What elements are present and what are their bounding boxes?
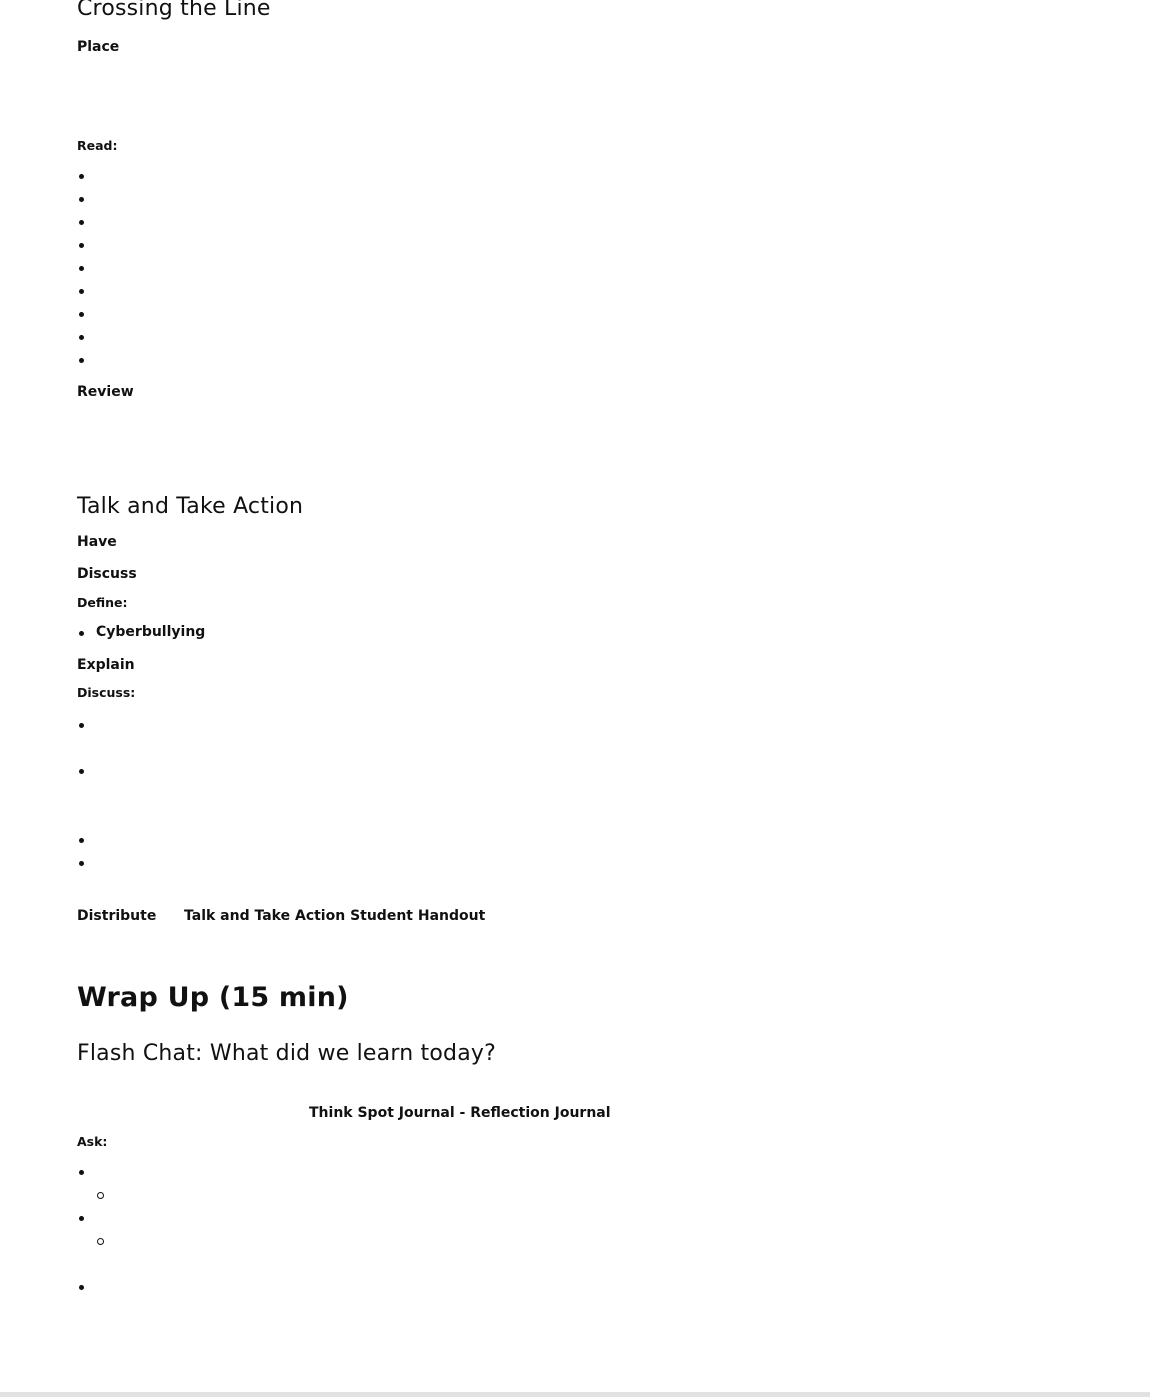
list-bullet — [79, 312, 84, 317]
section-title-flash-chat: Flash Chat: What did we learn today? — [77, 1041, 496, 1066]
term-cyberbullying: Cyberbullying — [96, 624, 206, 640]
label-review: Review — [77, 384, 134, 400]
section-title-wrap-up: Wrap Up (15 min) — [77, 982, 349, 1013]
label-read: Read: — [77, 138, 118, 153]
list-bullet — [79, 1285, 84, 1290]
list-bullet — [79, 266, 84, 271]
list-bullet — [79, 335, 84, 340]
label-have: Have — [77, 534, 117, 550]
list-bullet — [79, 1216, 84, 1221]
label-explain: Explain — [77, 657, 135, 673]
list-bullet — [79, 220, 84, 225]
section-title-crossing-the-line: Crossing the Line — [77, 0, 271, 21]
label-ask: Ask: — [77, 1134, 108, 1149]
label-define: Define: — [77, 595, 128, 610]
sub-list-bullet — [97, 1192, 104, 1199]
list-bullet — [79, 243, 84, 248]
list-bullet — [79, 838, 84, 843]
label-place: Place — [77, 39, 120, 55]
sub-list-bullet — [97, 1238, 104, 1245]
page-bottom-divider — [0, 1392, 1150, 1397]
list-bullet — [79, 1170, 84, 1175]
label-discuss-colon: Discuss: — [77, 685, 136, 700]
list-bullet — [79, 861, 84, 866]
section-title-talk-and-take-action: Talk and Take Action — [77, 494, 304, 519]
list-bullet — [79, 723, 84, 728]
journal-link[interactable]: Think Spot Journal - Reflection Journal — [309, 1105, 611, 1121]
list-bullet — [79, 197, 84, 202]
list-bullet — [79, 174, 84, 179]
list-bullet — [79, 358, 84, 363]
handout-link[interactable]: Talk and Take Action Student Handout — [184, 908, 486, 924]
label-discuss: Discuss — [77, 566, 137, 582]
label-distribute: Distribute — [77, 908, 157, 924]
list-bullet — [79, 631, 84, 636]
list-bullet — [79, 769, 84, 774]
list-bullet — [79, 289, 84, 294]
